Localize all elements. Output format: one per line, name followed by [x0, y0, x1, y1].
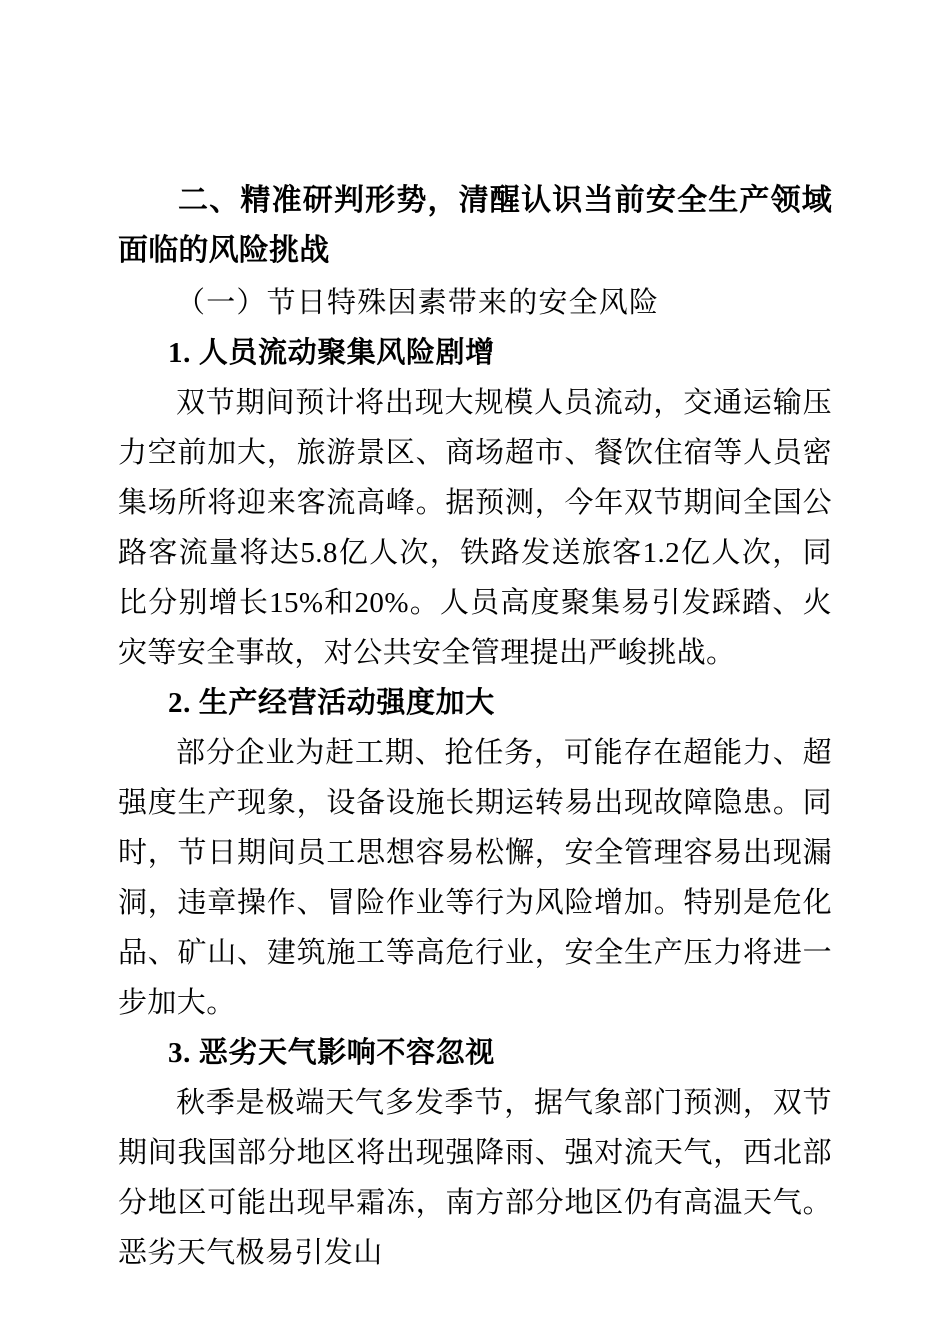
document-body	[118, 176, 832, 1278]
item-paragraph-2: 部分企业为赶工期、抢任务，可能存在超能力、超强度生产现象，设备设施长期运转易出现故障隐患。同时，节日期间员工思想容易松懈，安全管理容易出现漏洞，违章操作、冒险作业等行为风险增加。特别是危化品、矿山、建筑施工等高危行业，安全生产压力将进一步加大。	[118, 737, 832, 1019]
item-paragraph-3: 秋季是极端天气多发季节，据气象部门预测，双节期间我国部分地区将出现强降雨、强对流天气，西北部分地区可能出现早霜冻，南方部分地区仍有高温天气。恶劣天气极易引发山	[118, 1087, 832, 1269]
item-heading-3: 3. 恶劣天气影响不容忽视	[168, 1037, 495, 1069]
item-paragraph-1: 双节期间预计将出现大规模人员流动，交通运输压力空前加大，旅游景区、商场超市、餐饮住宿等人员密集场所将迎来客流高峰。据预测，今年双节期间全国公路客流量将达5.8亿人次，铁路发送旅客1.2亿人次，同比分别增长15%和20%。人员高度聚集易引发踩踏、火灾等安全事故，对公共安全管理提出严峻挑战。	[118, 387, 832, 669]
section-heading: 二、精准研判形势，清醒认识当前安全生产领域面临的风险挑战	[118, 184, 832, 267]
subsection-heading: （一）节日特殊因素带来的安全风险	[176, 287, 660, 319]
item-heading-1: 1. 人员流动聚集风险剧增	[168, 337, 495, 369]
item-heading-2: 2. 生产经营活动强度加大	[168, 687, 495, 719]
